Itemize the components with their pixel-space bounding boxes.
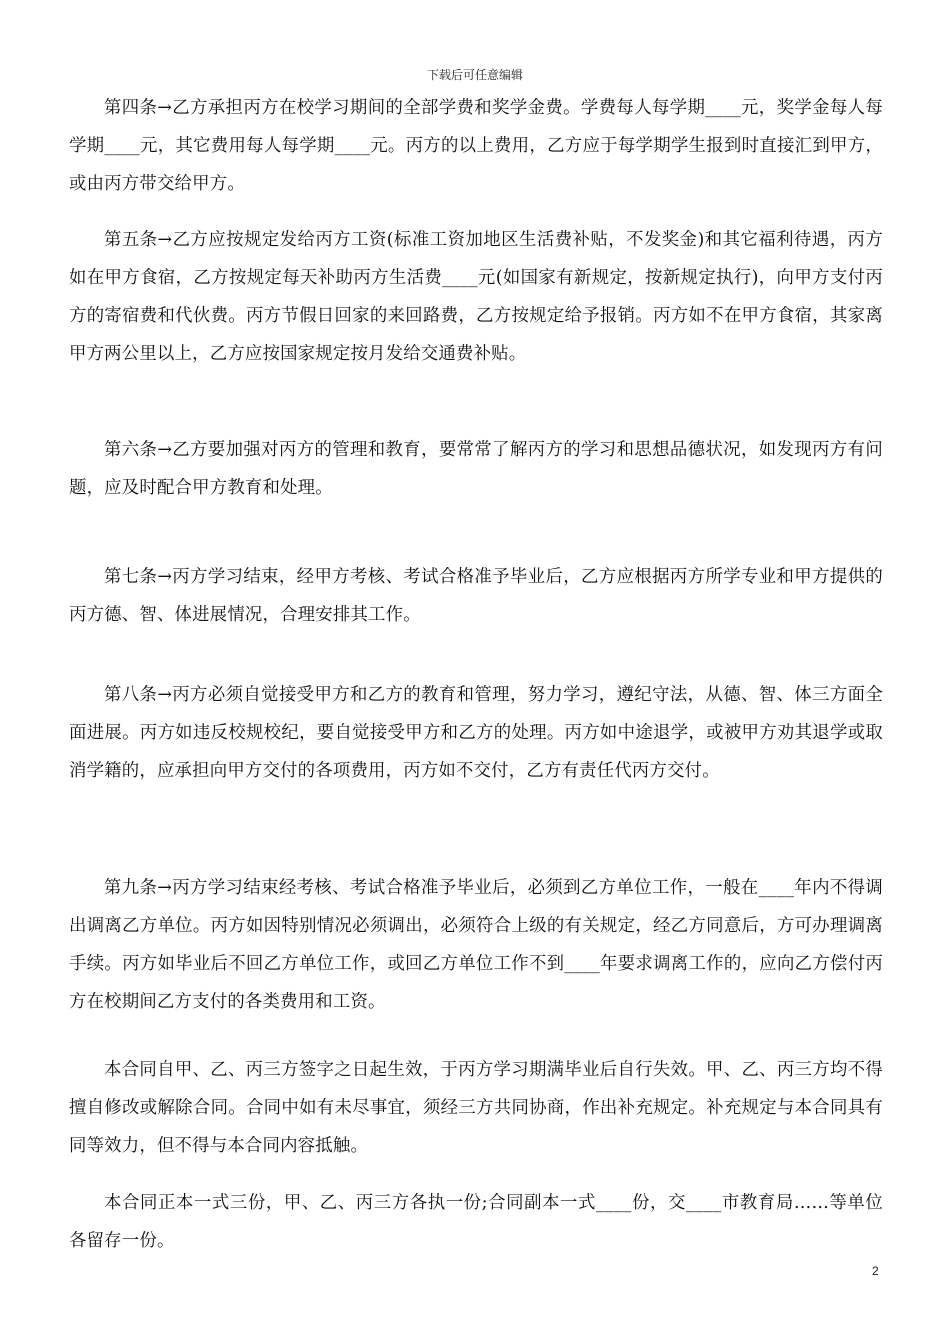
effectiveness-paragraph: 本合同自甲、乙、丙三方签字之日起生效，于丙方学习期满毕业后自行失效。甲、乙、丙三方均不得擅自修改或解除合同。合同中如有未尽事宜，须经三方共同协商，作出补充规定。补充规定与本合同具有同等效力，但不得与本合同内容抵触。 [69, 1060, 883, 1156]
header-note: 下载后可任意编辑 [426, 68, 523, 82]
page-number: 2 [872, 1264, 879, 1278]
clause-7-paragraph: 第七条→丙方学习结束，经甲方考核、考试合格准予毕业后，乙方应根据丙方所学专业和甲方提供的丙方德、智、体进展情况，合理安排其工作。 [69, 567, 883, 625]
clause-9-paragraph: 第九条→丙方学习结束经考核、考试合格准予毕业后，必须到乙方单位工作，一般在____年内不得调出调离乙方单位。丙方如因特别情况必须调出，必须符合上级的有关规定，经乙方同意后，方可办理调离手续。丙方如毕业后不回乙方单位工作，或回乙方单位工作不到____年要求调离工作的，应向乙方偿付丙方在校期间乙方支付的各类费用和工资。 [69, 878, 883, 1012]
clause-6-paragraph: 第六条→乙方要加强对丙方的管理和教育，要常常了解丙方的学习和思想品德状况，如发现丙方有问题，应及时配合甲方教育和处理。 [69, 440, 883, 498]
clause-4-paragraph: 第四条→乙方承担丙方在校学习期间的全部学费和奖学金费。学费每人每学期____元，奖学金每人每学期____元，其它费用每人每学期____元。丙方的以上费用，乙方应于每学期学生报到时直接汇到甲方，或由丙方带交给甲方。 [69, 98, 883, 194]
clause-5-paragraph: 第五条→乙方应按规定发给丙方工资(标准工资加地区生活费补贴，不发奖金)和其它福利待遇，丙方如在甲方食宿，乙方按规定每天补助丙方生活费____元(如国家有新规定，按新规定执行)，向甲方支付丙方的寄宿费和代伙费。丙方节假日回家的来回路费，乙方按规定给予报销。丙方如不在甲方食宿，其家离甲方两公里以上，乙方应按国家规定按月发给交通费补贴。 [69, 230, 883, 364]
clause-8-paragraph: 第八条→丙方必须自觉接受甲方和乙方的教育和管理，努力学习，遵纪守法，从德、智、体三方面全面进展。丙方如违反校规校纪，要自觉接受甲方和乙方的处理。丙方如中途退学，或被甲方劝其退学或取消学籍的，应承担向甲方交付的各项费用，丙方如不交付，乙方有责任代丙方交付。 [69, 685, 883, 781]
copies-paragraph: 本合同正本一式三份，甲、乙、丙三方各执一份;合同副本一式____份，交____市教育局……等单位各留存一份。 [69, 1193, 883, 1251]
